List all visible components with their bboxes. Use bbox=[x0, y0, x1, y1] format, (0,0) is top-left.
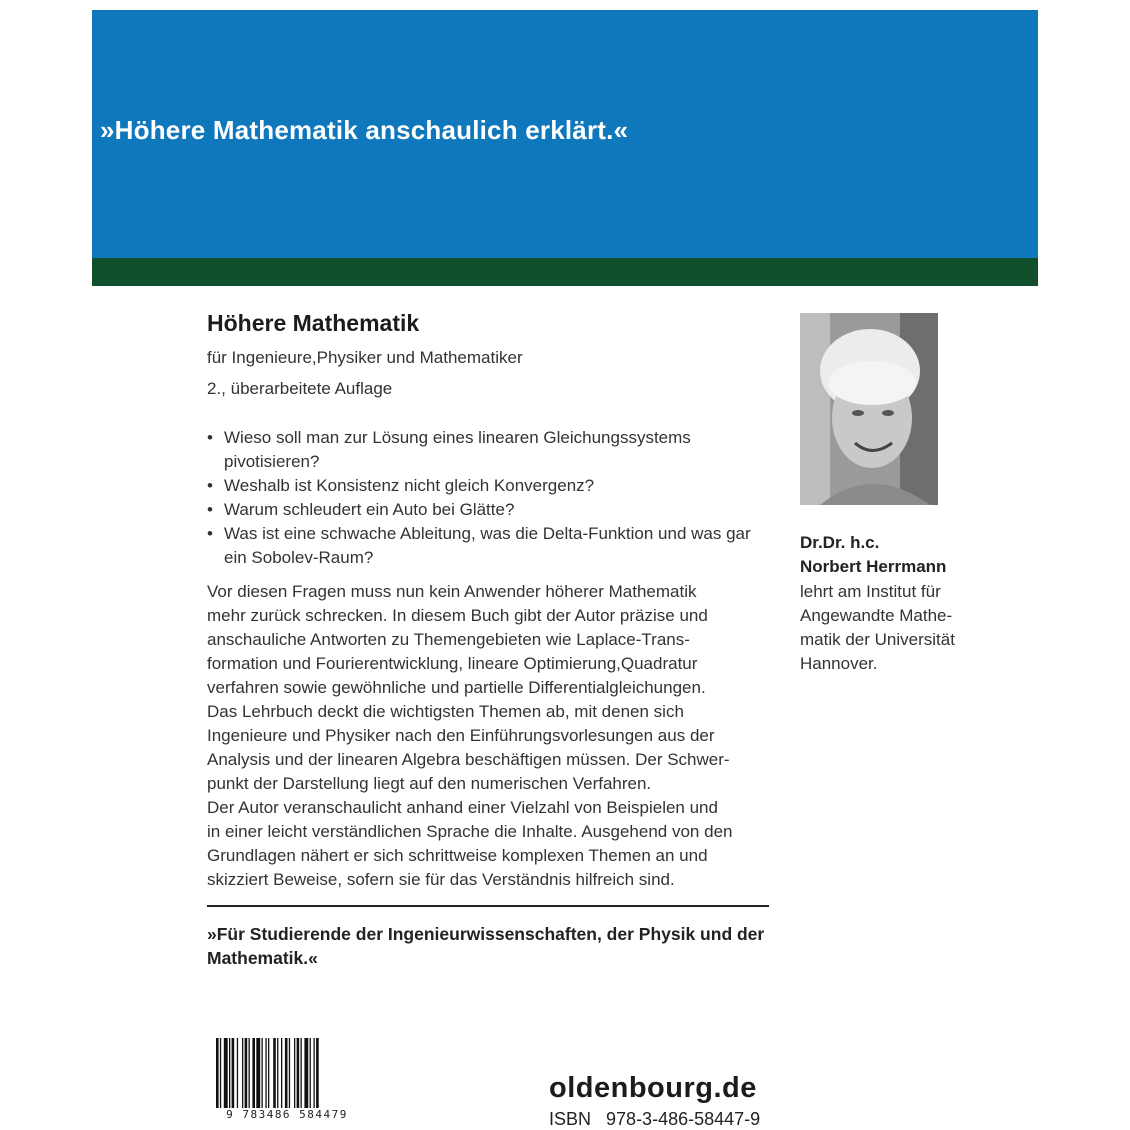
author-portrait-icon bbox=[800, 313, 938, 505]
barcode-bar bbox=[229, 1038, 230, 1110]
barcode-bar bbox=[220, 1038, 221, 1110]
question-item: • Weshalb ist Konsistenz nicht gleich Konvergenz? bbox=[207, 474, 767, 498]
barcode-bar bbox=[262, 1038, 263, 1110]
barcode-bar bbox=[301, 1038, 302, 1110]
barcode-bar bbox=[310, 1038, 311, 1110]
question-item: • Warum schleudert ein Auto bei Glätte? bbox=[207, 498, 767, 522]
banner-quote: »Höhere Mathematik anschaulich erklärt.« bbox=[100, 115, 629, 145]
bullet-icon: • bbox=[207, 524, 213, 543]
question-item: • Wieso soll man zur Lösung eines linearen Gleichungssystems pivotisieren? bbox=[207, 428, 691, 471]
barcode-bar bbox=[294, 1038, 295, 1110]
barcode-bar bbox=[232, 1038, 235, 1110]
barcode-bar bbox=[297, 1038, 300, 1110]
audience-quote: »Für Studierende der Ingenieurwissenschaften, der Physik und der Mathematik.« bbox=[207, 924, 765, 968]
barcode-bar bbox=[289, 1038, 290, 1110]
barcode-bar bbox=[314, 1038, 315, 1110]
barcode-bar bbox=[216, 1038, 219, 1110]
bullet-icon: • bbox=[207, 428, 213, 447]
book-edition: 2., überarbeitete Auflage bbox=[207, 379, 393, 398]
book-title: Höhere Mathematik bbox=[207, 310, 420, 336]
author-photo bbox=[800, 313, 938, 505]
barcode-bar bbox=[245, 1038, 248, 1110]
barcode-bar bbox=[256, 1038, 260, 1110]
barcode-bar bbox=[304, 1038, 308, 1110]
barcode-bar bbox=[281, 1038, 282, 1110]
barcode-bar bbox=[224, 1038, 228, 1110]
barcode-bar bbox=[242, 1038, 243, 1110]
question-list bbox=[207, 426, 767, 570]
barcode-bar bbox=[268, 1038, 269, 1110]
book-subtitle: für Ingenieure,Physiker und Mathematiker bbox=[207, 348, 523, 367]
bullet-icon: • bbox=[207, 476, 213, 495]
bullet-icon: • bbox=[207, 500, 213, 519]
publisher-url: oldenbourg.de bbox=[549, 1072, 757, 1104]
barcode-bar bbox=[277, 1038, 278, 1110]
barcode-digits: 9 783486 584479 bbox=[212, 1108, 362, 1121]
barcode-bar bbox=[265, 1038, 266, 1110]
author-bio: lehrt am Institut für Angewandte Mathe- matik der Universität Hannover. bbox=[800, 582, 955, 673]
description-text: Vor diesen Fragen muss nun kein Anwender höherer Mathematik mehr zurück schrecken. In diesem Buch gibt der Autor präzise und anschauliche Antworten zu Themengebieten wie Laplace-Trans- formation und Fourierentwicklung, lineare Optimierung,Quadratur verfahren sowie gewöhnliche und partielle Differentialgleichungen. Das Lehrbuch deckt die wichtigsten Themen ab, mit denen sich Ingenieure und Physiker nach den Einführungsvorlesungen aus der Analysis und der linearen Algebra beschäftigen müssen. Der Schwer- punkt der Darstellung liegt auf den numerischen Verfahren. Der Autor veranschaulicht anhand einer Vielzahl von Beispielen und in einer leicht verständlichen Sprache die Inhalte. Ausgehend von den Grundlagen nähert er sich schrittweise komplexen Themen an und skizziert Beweise, sofern sie für das Verständnis hilfreich sind. bbox=[207, 582, 733, 889]
question-item: • Was ist eine schwache Ableitung, was die Delta-Funktion und was gar ein Sobolev-Raum? bbox=[207, 524, 751, 567]
barcode-bar bbox=[249, 1038, 250, 1110]
author-name: Dr.Dr. h.c. Norbert Herrmann bbox=[800, 533, 947, 576]
barcode-bar bbox=[252, 1038, 255, 1110]
divider-rule bbox=[207, 905, 769, 907]
green-stripe bbox=[92, 258, 1038, 286]
barcode-bar bbox=[273, 1038, 276, 1110]
barcode-bar bbox=[237, 1038, 238, 1110]
barcode-bar bbox=[285, 1038, 288, 1110]
isbn-line: ISBN 978-3-486-58447-9 bbox=[549, 1109, 761, 1129]
barcode-bar bbox=[316, 1038, 319, 1110]
